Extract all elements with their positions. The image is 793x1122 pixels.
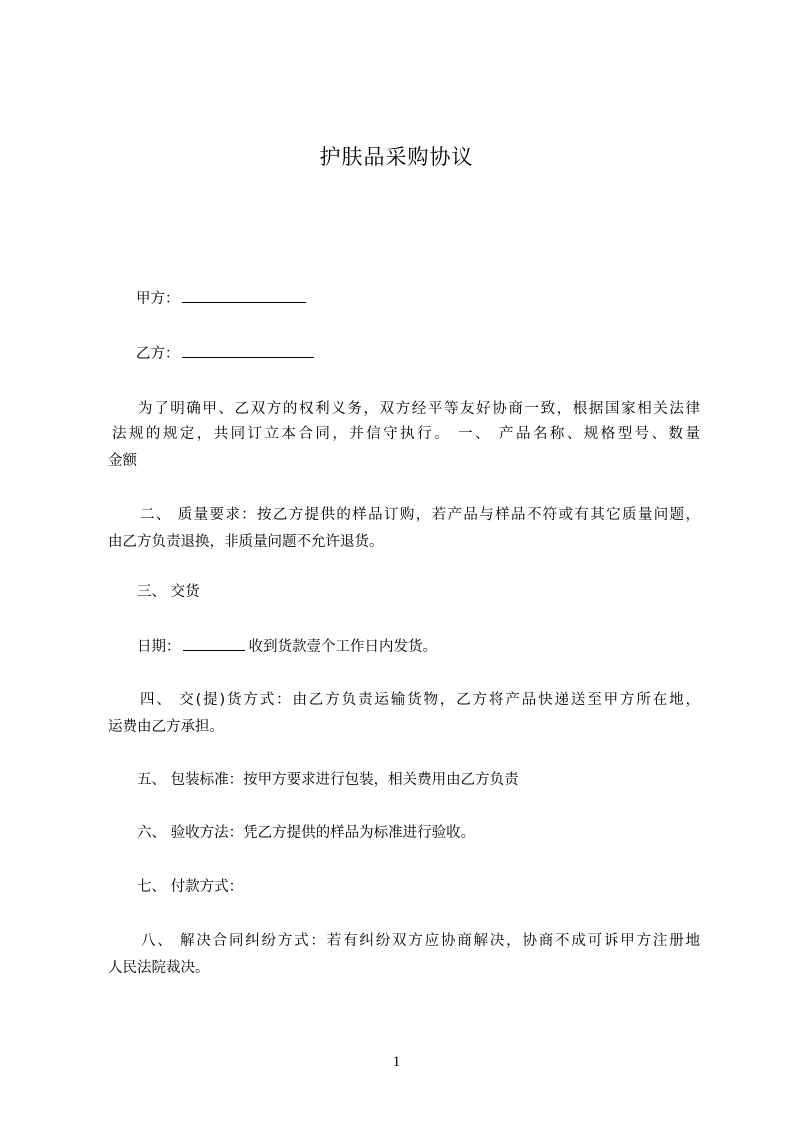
section-3-line: 三、 交货 (137, 584, 200, 600)
delivery-date-text: 收到货款壹个工作日内发货。 (248, 639, 437, 655)
section-5-line: 五、 包装标准：按甲方要求进行包装，相关费用由乙方负责 (137, 772, 519, 788)
delivery-date-label: 日期： (137, 639, 181, 655)
section-8-line-1: 八、 解决合同纠纷方式：若有纠纷双方应协商解决，协商不成可诉甲方注册地 (141, 933, 700, 949)
party-b-label: 乙方： (136, 346, 180, 362)
intro-line-2: 法规的规定，共同订立本合同，并信守执行。 一、 产品名称、规格型号、数量 (112, 426, 700, 442)
section-2-line-1: 二、 质量要求：按乙方提供的样品订购，若产品与样品不符或有其它质量问题， (140, 507, 700, 523)
party-b-line (136, 341, 732, 368)
intro-line-1: 为了明确甲、乙双方的权利义务，双方经平等友好协商一致，根据国家相关法律 (138, 401, 700, 417)
section-8-line-2: 人民法院裁决。 (108, 960, 210, 976)
intro-line-3: 金额 (108, 453, 137, 469)
page-number: 1 (392, 1054, 401, 1070)
document-title: 护肤品采购协议 (319, 145, 474, 169)
section-2-line-2: 由乙方负责退换，非质量问题不允许退货。 (108, 534, 384, 550)
section-6-line: 六、 验收方法：凭乙方提供的样品为标准进行验收。 (137, 825, 476, 841)
section-7-line: 七、 付款方式： (137, 879, 244, 895)
party-b-blank (182, 343, 314, 358)
delivery-date-blank (183, 636, 245, 651)
section-4-line-1: 四、 交(提)货方式：由乙方负责运输货物，乙方将产品快递送至甲方所在地， (140, 692, 700, 708)
party-a-label: 甲方： (136, 291, 180, 307)
section-4-line-2: 运费由乙方承担。 (108, 719, 224, 735)
delivery-date-line (137, 634, 733, 661)
party-a-blank (182, 288, 306, 303)
party-a-line (136, 286, 732, 313)
